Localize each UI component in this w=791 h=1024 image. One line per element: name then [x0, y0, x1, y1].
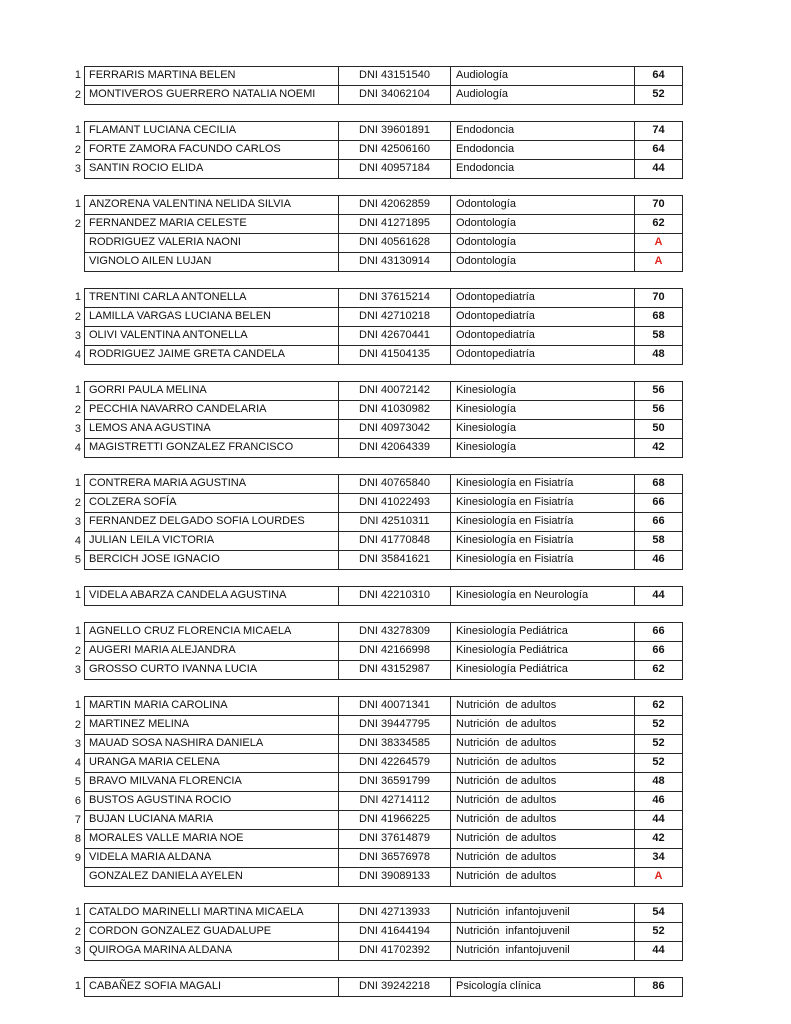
score-value: 44	[652, 162, 665, 174]
score-value: 48	[652, 348, 665, 360]
specialty-group	[57, 195, 683, 272]
row-cells	[84, 622, 683, 642]
table-row	[57, 735, 683, 754]
candidate-dni: DNI 37614879	[339, 830, 451, 848]
specialty-label: Endodoncia	[451, 122, 635, 140]
row-cells	[84, 716, 683, 735]
row-cells	[84, 86, 683, 105]
row-cells	[84, 754, 683, 773]
table-row	[57, 586, 683, 606]
score-value: 54	[652, 906, 665, 918]
candidate-dni: DNI 41504135	[339, 346, 451, 364]
specialty-group	[57, 586, 683, 606]
score-value: 58	[652, 329, 665, 341]
table-row	[57, 903, 683, 923]
score-value: 52	[652, 737, 665, 749]
score-value: A	[654, 255, 663, 267]
table-row	[57, 195, 683, 215]
candidate-name: BERCICH JOSE IGNACIO	[85, 551, 339, 569]
specialty-label: Odontología	[451, 215, 635, 233]
score-value: A	[654, 236, 663, 248]
row-rank: 2	[74, 645, 81, 657]
row-cells	[84, 942, 683, 961]
row-rank: 1	[74, 625, 81, 637]
row-cells	[84, 253, 683, 272]
candidate-dni: DNI 41022493	[339, 494, 451, 512]
table-row	[57, 942, 683, 961]
row-cells	[84, 474, 683, 494]
candidate-name: BUSTOS AGUSTINA ROCIO	[85, 792, 339, 810]
candidate-name: GORRI PAULA MELINA	[85, 382, 339, 400]
table-row	[57, 86, 683, 105]
row-rank: 4	[74, 349, 81, 361]
row-cells	[84, 642, 683, 661]
row-rank: 1	[74, 906, 81, 918]
candidate-name: VIDELA MARIA ALDANA	[85, 849, 339, 867]
row-cells	[84, 215, 683, 234]
candidate-dni: DNI 40561628	[339, 234, 451, 252]
row-cells	[84, 439, 683, 458]
row-rank: 2	[74, 497, 81, 509]
candidate-dni: DNI 37615214	[339, 289, 451, 307]
candidate-dni: DNI 39447795	[339, 716, 451, 734]
specialty-label: Odontología	[451, 253, 635, 271]
specialty-label: Odontología	[451, 196, 635, 214]
row-cells	[84, 696, 683, 716]
table-row	[57, 773, 683, 792]
candidate-name: LEMOS ANA AGUSTINA	[85, 420, 339, 438]
score-value: 56	[652, 403, 665, 415]
specialty-label: Kinesiología	[451, 420, 635, 438]
score-value: 70	[652, 198, 665, 210]
candidate-dni: DNI 41271895	[339, 215, 451, 233]
candidate-dni: DNI 42264579	[339, 754, 451, 772]
row-cells	[84, 868, 683, 887]
score-value: 68	[652, 477, 665, 489]
specialty-label: Nutrición de adultos	[451, 697, 635, 715]
specialty-group	[57, 903, 683, 961]
specialty-label: Nutrición de adultos	[451, 773, 635, 791]
candidate-dni: DNI 41644194	[339, 923, 451, 941]
table-row	[57, 346, 683, 365]
specialty-label: Odontopediatría	[451, 289, 635, 307]
table-row	[57, 141, 683, 160]
score-value: 50	[652, 422, 665, 434]
row-cells	[84, 160, 683, 179]
candidate-dni: DNI 42064339	[339, 439, 451, 457]
candidate-dni: DNI 43151540	[339, 67, 451, 85]
specialty-label: Kinesiología en Fisiatría	[451, 494, 635, 512]
row-cells	[84, 327, 683, 346]
specialty-label: Odontopediatría	[451, 308, 635, 326]
candidate-dni: DNI 39089133	[339, 868, 451, 886]
candidate-dni: DNI 40071341	[339, 697, 451, 715]
candidate-name: AUGERI MARIA ALEJANDRA	[85, 642, 339, 660]
score-value: 64	[652, 69, 665, 81]
candidate-name: MORALES VALLE MARIA NOE	[85, 830, 339, 848]
candidate-dni: DNI 41030982	[339, 401, 451, 419]
row-rank: 1	[74, 980, 81, 992]
candidate-name: SANTIN ROCIO ELIDA	[85, 160, 339, 178]
specialty-label: Kinesiología Pediátrica	[451, 623, 635, 641]
candidate-name: MONTIVEROS GUERRERO NATALIA NOEMI	[85, 86, 339, 104]
table-row	[57, 811, 683, 830]
table-row	[57, 513, 683, 532]
row-rank: 2	[74, 404, 81, 416]
candidate-dni: DNI 39242218	[339, 978, 451, 996]
candidate-dni: DNI 42713933	[339, 904, 451, 922]
row-rank: 1	[74, 198, 81, 210]
row-rank	[57, 868, 84, 887]
table-row	[57, 716, 683, 735]
candidate-dni: DNI 41966225	[339, 811, 451, 829]
candidate-dni: DNI 34062104	[339, 86, 451, 104]
table-row	[57, 439, 683, 458]
specialty-label: Endodoncia	[451, 141, 635, 159]
table-row	[57, 849, 683, 868]
row-cells	[84, 792, 683, 811]
score-value: 48	[652, 775, 665, 787]
score-value: 62	[652, 217, 665, 229]
table-row	[57, 792, 683, 811]
specialty-label: Nutrición de adultos	[451, 830, 635, 848]
candidate-dni: DNI 40957184	[339, 160, 451, 178]
candidate-name: MAGISTRETTI GONZALEZ FRANCISCO	[85, 439, 339, 457]
specialty-group	[57, 696, 683, 887]
candidate-dni: DNI 40072142	[339, 382, 451, 400]
candidate-dni: DNI 42510311	[339, 513, 451, 531]
score-value: 86	[652, 980, 665, 992]
row-cells	[84, 773, 683, 792]
row-rank: 3	[74, 738, 81, 750]
row-cells	[84, 494, 683, 513]
row-rank: 3	[74, 945, 81, 957]
row-cells	[84, 234, 683, 253]
table-row	[57, 215, 683, 234]
table-row	[57, 327, 683, 346]
specialty-group	[57, 474, 683, 570]
row-cells	[84, 288, 683, 308]
row-cells	[84, 121, 683, 141]
specialty-label: Kinesiología Pediátrica	[451, 642, 635, 660]
row-cells	[84, 977, 683, 997]
candidate-dni: DNI 42210310	[339, 587, 451, 605]
table-row	[57, 642, 683, 661]
row-cells	[84, 586, 683, 606]
row-cells	[84, 195, 683, 215]
candidate-name: CORDON GONZALEZ GUADALUPE	[85, 923, 339, 941]
row-rank: 4	[74, 535, 81, 547]
score-value: 62	[652, 699, 665, 711]
candidate-dni: DNI 43130914	[339, 253, 451, 271]
table-row	[57, 532, 683, 551]
candidate-name: MARTINEZ MELINA	[85, 716, 339, 734]
row-cells	[84, 513, 683, 532]
row-rank: 2	[74, 89, 81, 101]
table-row	[57, 160, 683, 179]
table-row	[57, 381, 683, 401]
candidate-name: FORTE ZAMORA FACUNDO CARLOS	[85, 141, 339, 159]
specialty-label: Nutrición de adultos	[451, 716, 635, 734]
candidate-dni: DNI 42166998	[339, 642, 451, 660]
row-cells	[84, 346, 683, 365]
score-value: 46	[652, 794, 665, 806]
row-cells	[84, 735, 683, 754]
candidate-name: LAMILLA VARGAS LUCIANA BELEN	[85, 308, 339, 326]
row-rank: 5	[74, 554, 81, 566]
table-row	[57, 551, 683, 570]
specialty-group	[57, 288, 683, 365]
row-cells	[84, 66, 683, 86]
score-value: 66	[652, 496, 665, 508]
row-rank: 1	[74, 477, 81, 489]
row-rank: 2	[74, 719, 81, 731]
table-row	[57, 494, 683, 513]
row-rank: 4	[74, 442, 81, 454]
score-value: 70	[652, 291, 665, 303]
score-value: A	[654, 870, 663, 882]
candidate-name: MARTIN MARIA CAROLINA	[85, 697, 339, 715]
candidate-dni: DNI 40765840	[339, 475, 451, 493]
row-rank	[57, 253, 84, 272]
row-rank: 3	[74, 664, 81, 676]
score-value: 64	[652, 143, 665, 155]
row-cells	[84, 661, 683, 680]
specialty-label: Audiología	[451, 86, 635, 104]
score-value: 66	[652, 644, 665, 656]
candidate-name: BUJAN LUCIANA MARIA	[85, 811, 339, 829]
candidate-name: JULIAN LEILA VICTORIA	[85, 532, 339, 550]
candidate-dni: DNI 43152987	[339, 661, 451, 679]
specialty-label: Kinesiología Pediátrica	[451, 661, 635, 679]
table-row	[57, 121, 683, 141]
table-row	[57, 868, 683, 887]
row-rank: 2	[74, 311, 81, 323]
row-rank: 2	[74, 926, 81, 938]
candidate-dni: DNI 35841621	[339, 551, 451, 569]
row-rank: 3	[74, 423, 81, 435]
candidate-name: TRENTINI CARLA ANTONELLA	[85, 289, 339, 307]
specialty-label: Nutrición de adultos	[451, 792, 635, 810]
candidate-name: PECCHIA NAVARRO CANDELARIA	[85, 401, 339, 419]
table-row	[57, 253, 683, 272]
row-rank: 3	[74, 163, 81, 175]
row-cells	[84, 141, 683, 160]
candidate-name: URANGA MARIA CELENA	[85, 754, 339, 772]
specialty-label: Nutrición de adultos	[451, 811, 635, 829]
score-value: 68	[652, 310, 665, 322]
row-cells	[84, 903, 683, 923]
specialty-group	[57, 622, 683, 680]
candidate-name: FERNANDEZ MARIA CELESTE	[85, 215, 339, 233]
score-value: 52	[652, 88, 665, 100]
candidate-name: QUIROGA MARINA ALDANA	[85, 942, 339, 960]
candidate-name: BRAVO MILVANA FLORENCIA	[85, 773, 339, 791]
row-cells	[84, 811, 683, 830]
candidate-table	[57, 66, 683, 1013]
specialty-label: Nutrición infantojuvenil	[451, 923, 635, 941]
row-rank: 6	[74, 795, 81, 807]
score-value: 42	[652, 832, 665, 844]
row-rank: 9	[74, 852, 81, 864]
score-value: 56	[652, 384, 665, 396]
specialty-label: Nutrición de adultos	[451, 868, 635, 886]
candidate-dni: DNI 38334585	[339, 735, 451, 753]
score-value: 34	[652, 851, 665, 863]
candidate-name: VIGNOLO AILEN LUJAN	[85, 253, 339, 271]
specialty-label: Odontología	[451, 234, 635, 252]
candidate-dni: DNI 40973042	[339, 420, 451, 438]
candidate-name: AGNELLO CRUZ FLORENCIA MICAELA	[85, 623, 339, 641]
row-rank: 3	[74, 330, 81, 342]
specialty-label: Kinesiología en Fisiatría	[451, 475, 635, 493]
row-cells	[84, 420, 683, 439]
candidate-name: COLZERA SOFÍA	[85, 494, 339, 512]
specialty-label: Kinesiología en Fisiatría	[451, 532, 635, 550]
candidate-dni: DNI 42506160	[339, 141, 451, 159]
specialty-label: Nutrición de adultos	[451, 754, 635, 772]
candidate-name: CONTRERA MARIA AGUSTINA	[85, 475, 339, 493]
table-row	[57, 420, 683, 439]
candidate-dni: DNI 42062859	[339, 196, 451, 214]
specialty-label: Kinesiología	[451, 439, 635, 457]
candidate-dni: DNI 43278309	[339, 623, 451, 641]
candidate-name: GONZALEZ DANIELA AYELEN	[85, 868, 339, 886]
row-cells	[84, 830, 683, 849]
table-row	[57, 661, 683, 680]
score-value: 62	[652, 663, 665, 675]
specialty-label: Kinesiología en Fisiatría	[451, 513, 635, 531]
candidate-name: CATALDO MARINELLI MARTINA MICAELA	[85, 904, 339, 922]
specialty-label: Audiología	[451, 67, 635, 85]
score-value: 44	[652, 589, 665, 601]
candidate-dni: DNI 36591799	[339, 773, 451, 791]
specialty-group	[57, 66, 683, 105]
row-rank: 4	[74, 757, 81, 769]
score-value: 66	[652, 625, 665, 637]
specialty-label: Kinesiología	[451, 401, 635, 419]
row-rank	[57, 234, 84, 253]
candidate-name: RODRIGUEZ JAIME GRETA CANDELA	[85, 346, 339, 364]
score-value: 52	[652, 718, 665, 730]
score-value: 46	[652, 553, 665, 565]
table-row	[57, 66, 683, 86]
candidate-dni: DNI 41702392	[339, 942, 451, 960]
row-rank: 1	[74, 384, 81, 396]
candidate-dni: DNI 42710218	[339, 308, 451, 326]
candidate-dni: DNI 39601891	[339, 122, 451, 140]
candidate-name: MAUAD SOSA NASHIRA DANIELA	[85, 735, 339, 753]
specialty-group	[57, 977, 683, 997]
table-row	[57, 288, 683, 308]
specialty-label: Nutrición de adultos	[451, 849, 635, 867]
row-cells	[84, 923, 683, 942]
row-rank: 1	[74, 589, 81, 601]
row-cells	[84, 551, 683, 570]
specialty-label: Psicología clínica	[451, 978, 635, 996]
specialty-label: Kinesiología en Neurología	[451, 587, 635, 605]
row-rank: 5	[74, 776, 81, 788]
score-value: 44	[652, 813, 665, 825]
score-value: 58	[652, 534, 665, 546]
candidate-dni: DNI 41770848	[339, 532, 451, 550]
score-value: 42	[652, 441, 665, 453]
candidate-name: ANZORENA VALENTINA NELIDA SILVIA	[85, 196, 339, 214]
row-rank: 2	[74, 144, 81, 156]
row-rank: 1	[74, 69, 81, 81]
candidate-name: FLAMANT LUCIANA CECILIA	[85, 122, 339, 140]
candidate-dni: DNI 42670441	[339, 327, 451, 345]
candidate-name: FERRARIS MARTINA BELEN	[85, 67, 339, 85]
table-row	[57, 622, 683, 642]
table-row	[57, 830, 683, 849]
row-rank: 1	[74, 291, 81, 303]
table-row	[57, 234, 683, 253]
table-row	[57, 696, 683, 716]
table-row	[57, 474, 683, 494]
candidate-name: OLIVI VALENTINA ANTONELLA	[85, 327, 339, 345]
candidate-dni: DNI 36576978	[339, 849, 451, 867]
score-value: 66	[652, 515, 665, 527]
score-value: 74	[652, 124, 665, 136]
table-row	[57, 308, 683, 327]
specialty-group	[57, 381, 683, 458]
row-cells	[84, 401, 683, 420]
table-row	[57, 401, 683, 420]
row-rank: 3	[74, 516, 81, 528]
specialty-label: Kinesiología en Fisiatría	[451, 551, 635, 569]
specialty-label: Kinesiología	[451, 382, 635, 400]
row-cells	[84, 308, 683, 327]
row-rank: 2	[74, 218, 81, 230]
specialty-group	[57, 121, 683, 179]
table-row	[57, 923, 683, 942]
row-cells	[84, 532, 683, 551]
specialty-label: Endodoncia	[451, 160, 635, 178]
score-value: 52	[652, 925, 665, 937]
specialty-label: Odontopediatría	[451, 346, 635, 364]
table-row	[57, 754, 683, 773]
score-value: 44	[652, 944, 665, 956]
specialty-label: Nutrición de adultos	[451, 735, 635, 753]
candidate-dni: DNI 42714112	[339, 792, 451, 810]
candidate-name: FERNANDEZ DELGADO SOFIA LOURDES	[85, 513, 339, 531]
candidate-name: VIDELA ABARZA CANDELA AGUSTINA	[85, 587, 339, 605]
row-rank: 8	[74, 833, 81, 845]
candidate-name: CABAÑEZ SOFIA MAGALI	[85, 978, 339, 996]
row-rank: 7	[74, 814, 81, 826]
candidate-name: RODRIGUEZ VALERIA NAONI	[85, 234, 339, 252]
row-cells	[84, 381, 683, 401]
specialty-label: Nutrición infantojuvenil	[451, 904, 635, 922]
specialty-label: Nutrición infantojuvenil	[451, 942, 635, 960]
candidate-name: GROSSO CURTO IVANNA LUCIA	[85, 661, 339, 679]
row-rank: 1	[74, 699, 81, 711]
score-value: 52	[652, 756, 665, 768]
table-row	[57, 977, 683, 997]
row-cells	[84, 849, 683, 868]
row-rank: 1	[74, 124, 81, 136]
specialty-label: Odontopediatría	[451, 327, 635, 345]
